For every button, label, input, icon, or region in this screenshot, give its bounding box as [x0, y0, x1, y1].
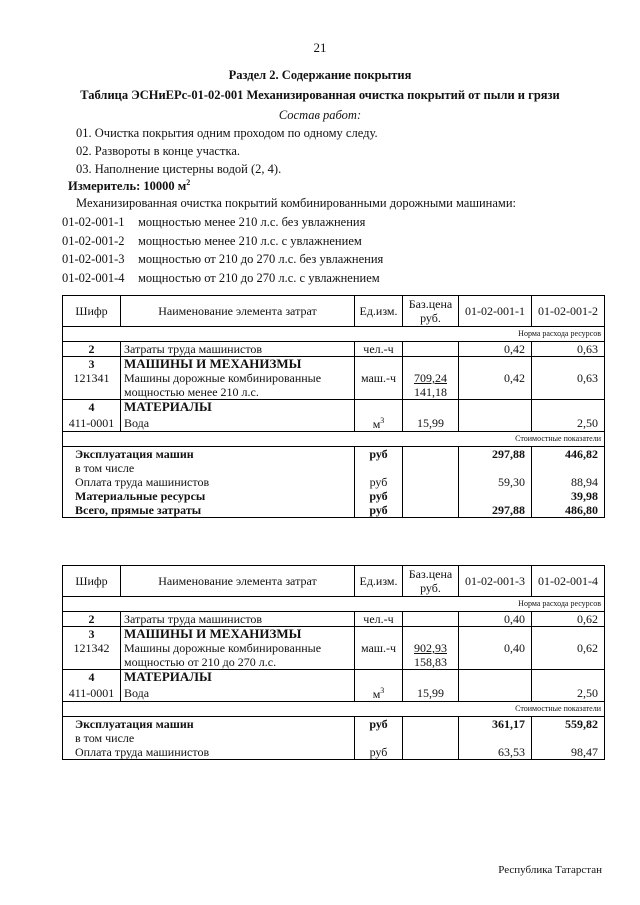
- cell-value-a: 0,40: [459, 641, 532, 670]
- cost-label: Оплата труда машинистов: [63, 475, 355, 489]
- machine-name-line: Машины дорожные комбинированные: [124, 371, 322, 385]
- cell-value-b: 0,62: [532, 612, 605, 627]
- cell-name: [121, 371, 355, 400]
- work-composition-title: Состав работ:: [278, 108, 362, 122]
- variant-code: 01-02-001-3: [62, 252, 125, 266]
- cost-note-row: [63, 432, 605, 447]
- price-top: 709,24: [414, 371, 447, 385]
- cost-label: Всего, прямые затраты: [63, 503, 355, 518]
- cost-value-b: 559,82: [532, 717, 605, 732]
- unit-sup: 3: [380, 416, 385, 425]
- unit-base: м: [372, 417, 381, 431]
- table-title: Таблица ЭСНиЕРс-01-02-001 Механизированная очистка покрытий от пыли и грязи: [80, 88, 560, 102]
- cell-value-b: 2,50: [532, 414, 605, 432]
- cell-name: [121, 641, 355, 670]
- col-header-price: Баз.цена руб.: [403, 296, 459, 327]
- variant-list: [62, 213, 383, 287]
- cell-name: Вода: [121, 684, 355, 702]
- work-item: 02. Развороты в конце участка.: [76, 144, 240, 158]
- cost-value-b: 88,94: [532, 475, 605, 489]
- col-header-code: Шифр: [63, 566, 121, 597]
- col-header-name: Наименование элемента затрат: [121, 566, 355, 597]
- cost-value-b: 98,47: [532, 745, 605, 760]
- work-item: 01. Очистка покрытия одним проходом по одному следу.: [76, 126, 378, 140]
- cost-value-b: 39,98: [532, 489, 605, 503]
- cell-unit: маш.-ч: [355, 371, 403, 400]
- price-top: 902,93: [414, 641, 447, 655]
- variant-text: мощностью от 210 до 270 л.с. без увлажнения: [138, 252, 384, 266]
- table-row: [63, 684, 605, 702]
- col-header-variant-a: 01-02-001-1: [459, 296, 532, 327]
- cost-row: [63, 503, 605, 518]
- col-header-variant-b: 01-02-001-4: [532, 566, 605, 597]
- cell-price: [403, 342, 459, 357]
- norm-note-row: [63, 327, 605, 342]
- col-header-code: Шифр: [63, 296, 121, 327]
- variant-item: [62, 250, 383, 269]
- cost-row: [63, 461, 605, 475]
- variant-text: мощностью от 210 до 270 л.с. с увлажнением: [138, 270, 380, 285]
- page-number: 21: [313, 40, 327, 55]
- cell-price: [403, 612, 459, 627]
- table-header-row: [63, 566, 605, 597]
- cell-name: Затраты труда машинистов: [121, 612, 355, 627]
- cell-name: Затраты труда машинистов: [121, 342, 355, 357]
- cost-row: [63, 745, 605, 760]
- cell-unit: [355, 684, 403, 702]
- cost-value-a: 297,88: [459, 503, 532, 518]
- variant-code: 01-02-001-2: [62, 233, 125, 248]
- machine-name-line: мощностью менее 210 л.с.: [124, 385, 259, 399]
- category-heading: МАШИНЫ И МЕХАНИЗМЫ: [121, 627, 355, 642]
- cost-label: Оплата труда машинистов: [63, 745, 355, 760]
- cost-row: [63, 489, 605, 503]
- cost-unit: руб: [355, 447, 403, 462]
- norm-note-row: [63, 597, 605, 612]
- cell-code: 4: [63, 670, 121, 685]
- cost-note: Стоимостные показатели: [63, 702, 605, 717]
- cost-label: Эксплуатация машин: [63, 447, 355, 462]
- cell-value-b: 0,63: [532, 371, 605, 400]
- col-header-variant-a: 01-02-001-3: [459, 566, 532, 597]
- meter-label: Измеритель: 10000 м: [68, 179, 187, 194]
- cost-note: Стоимостные показатели: [63, 432, 605, 447]
- resource-table-2: [62, 565, 605, 760]
- cell-code: 411-0001: [63, 414, 121, 432]
- cost-note-row: [63, 702, 605, 717]
- cost-value-b: 486,80: [532, 503, 605, 518]
- cell-value-a: [459, 414, 532, 432]
- variant-code: 01-02-001-4: [62, 270, 125, 285]
- variant-text: мощностью менее 210 л.с. с увлажнением: [138, 233, 362, 248]
- cell-value-a: 0,40: [459, 612, 532, 627]
- cell-unit: [355, 414, 403, 432]
- table-header-row: [63, 296, 605, 327]
- cell-code: 411-0001: [63, 684, 121, 702]
- col-header-unit: Ед.изм.: [355, 566, 403, 597]
- cell-value-b: 0,63: [532, 342, 605, 357]
- cost-row: [63, 717, 605, 732]
- table-row: [63, 612, 605, 627]
- category-heading: МАШИНЫ И МЕХАНИЗМЫ: [121, 357, 355, 372]
- cost-value-a: 63,53: [459, 745, 532, 760]
- cost-unit: руб: [355, 489, 403, 503]
- cell-code: 4: [63, 400, 121, 415]
- resource-table-1: [62, 295, 605, 518]
- cost-label: в том числе: [63, 461, 355, 475]
- cost-row: [63, 475, 605, 489]
- cost-value-a: 59,30: [459, 475, 532, 489]
- cell-value-a: [459, 684, 532, 702]
- norm-note: Норма расхода ресурсов: [63, 597, 605, 612]
- col-header-price: Баз.цена руб.: [403, 566, 459, 597]
- cell-price: [403, 641, 459, 670]
- cell-code: 121342: [63, 641, 121, 670]
- cost-value-a: 297,88: [459, 447, 532, 462]
- cost-value-b: 446,82: [532, 447, 605, 462]
- table-row: [63, 641, 605, 670]
- price-bottom: 158,83: [414, 655, 447, 669]
- variant-item: [62, 269, 383, 288]
- cost-unit: руб: [355, 717, 403, 732]
- category-heading: МАТЕРИАЛЫ: [121, 670, 355, 685]
- norm-note: Норма расхода ресурсов: [63, 327, 605, 342]
- meter-sup: 2: [186, 178, 191, 187]
- cell-value-b: 2,50: [532, 684, 605, 702]
- col-header-variant-b: 01-02-001-2: [532, 296, 605, 327]
- cost-value-a: 361,17: [459, 717, 532, 732]
- price-bottom: 141,18: [414, 385, 447, 399]
- section-title: Раздел 2. Содержание покрытия: [228, 68, 412, 82]
- col-header-name: Наименование элемента затрат: [121, 296, 355, 327]
- cell-code: 2: [63, 612, 121, 627]
- cell-price: [403, 371, 459, 400]
- variant-item: [62, 232, 383, 251]
- table-row: [63, 400, 605, 415]
- cell-price: 15,99: [403, 684, 459, 702]
- cost-label: Материальные ресурсы: [63, 489, 355, 503]
- cell-unit: маш.-ч: [355, 641, 403, 670]
- work-item: 03. Наполнение цистерны водой (2, 4).: [76, 162, 282, 176]
- table-row: [63, 371, 605, 400]
- cell-name: Вода: [121, 414, 355, 432]
- work-list: [76, 124, 378, 178]
- cost-unit: руб: [355, 745, 403, 760]
- category-heading: МАТЕРИАЛЫ: [121, 400, 355, 415]
- cost-label: в том числе: [63, 731, 355, 745]
- table-row: [63, 670, 605, 685]
- cost-unit: руб: [355, 475, 403, 489]
- machine-name-line: Машины дорожные комбинированные: [124, 641, 322, 655]
- col-header-unit: Ед.изм.: [355, 296, 403, 327]
- cost-unit: руб: [355, 503, 403, 518]
- cell-code: 121341: [63, 371, 121, 400]
- cell-value-b: 0,62: [532, 641, 605, 670]
- cell-value-a: 0,42: [459, 342, 532, 357]
- variant-code: 01-02-001-1: [62, 215, 125, 229]
- cell-unit: чел.-ч: [355, 612, 403, 627]
- meter-line: [68, 178, 190, 194]
- table-row: [63, 627, 605, 642]
- variant-item: [62, 213, 383, 232]
- unit-sup: 3: [380, 686, 385, 695]
- cell-price: 15,99: [403, 414, 459, 432]
- cell-value-a: 0,42: [459, 371, 532, 400]
- cell-unit: чел.-ч: [355, 342, 403, 357]
- variant-text: мощностью менее 210 л.с. без увлажнения: [138, 215, 366, 229]
- table-row: [63, 414, 605, 432]
- cell-code: 3: [63, 357, 121, 372]
- table-row: [63, 357, 605, 372]
- cell-code: 3: [63, 627, 121, 642]
- cell-code: 2: [63, 342, 121, 357]
- intro-text: Механизированная очистка покрытий комбинированными дорожными машинами:: [76, 196, 516, 210]
- machine-name-line: мощностью от 210 до 270 л.с.: [124, 655, 277, 669]
- cost-label: Эксплуатация машин: [63, 717, 355, 732]
- footer-region: Республика Татарстан: [498, 864, 602, 876]
- unit-base: м: [372, 687, 381, 701]
- cost-row: [63, 731, 605, 745]
- table-row: [63, 342, 605, 357]
- cost-row: [63, 447, 605, 462]
- cost-value-a: [459, 489, 532, 503]
